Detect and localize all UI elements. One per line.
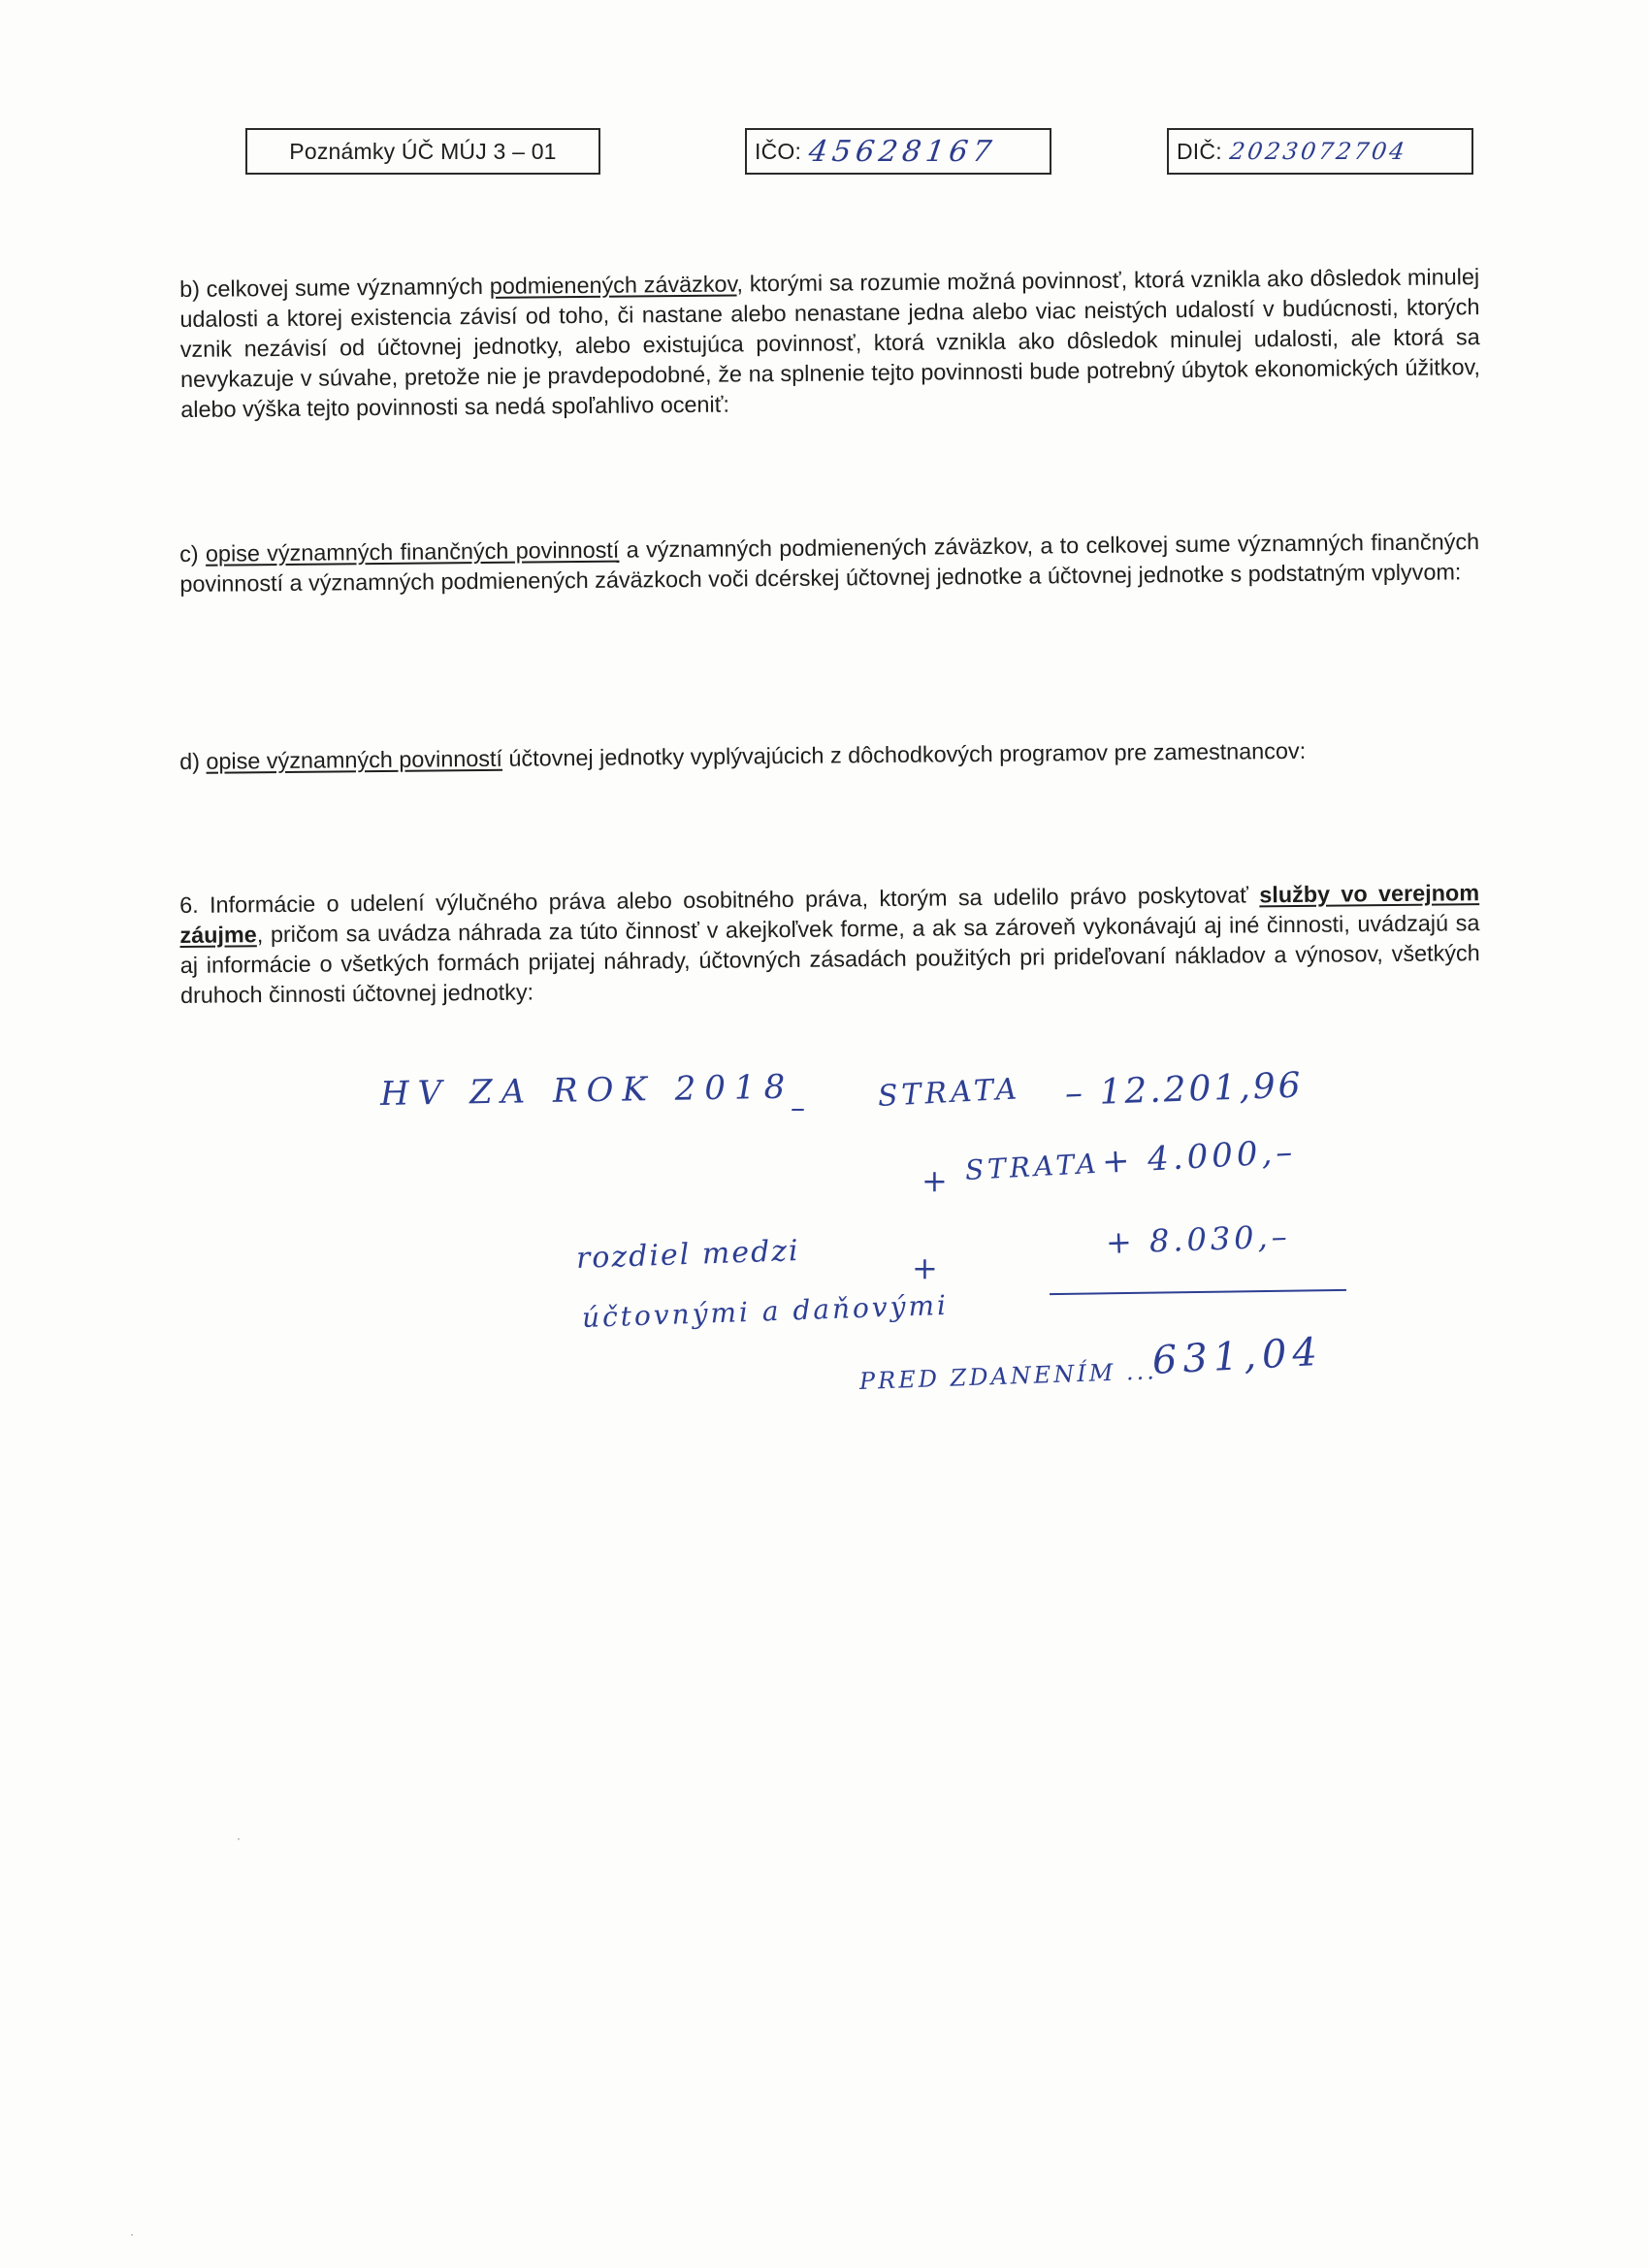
section-6-prefix: 6. Informácie o udelení výlučného práva alebo osobitného práva, ktorým sa udelilo právo poskytovať: [179, 882, 1260, 918]
dic-box: [1167, 128, 1473, 175]
handwritten-line1-label: HV ZA ROK 2018: [379, 1067, 794, 1114]
section-6-paragraph: [179, 878, 1480, 1011]
section-b-underlined: podmienených záväzkov: [489, 271, 737, 299]
section-b-text: , ktorými sa rozumie možná povinnosť, ktorá vznikla ako dôsledok minulej udalosti a ktorej existencia závisí od toho, či nastane alebo nenastane jedna alebo viac neistých udalostí v budúcnosti, ktorých vznik nezávisí od účtovnej jednotky, alebo existujúca povinnosť, ktorá vznikla ako dôsledok minulej udalosti, ale ktorá sa nevykazuje v súvahe, pretože nie je pravdepodobné, že na splnenie tejto povinnosti bude potrebný úbytok ekonomických úžitkov, alebo výška tejto povinnosti sa nedá spoľahlivo oceniť:: [179, 264, 1481, 422]
form-title: Poznámky ÚČ MÚJ 3 – 01: [289, 138, 557, 164]
section-c-underlined: opise významných finančných povinností: [205, 536, 620, 567]
section-b-paragraph: [179, 262, 1480, 425]
handwritten-line3-plus: +: [912, 1249, 938, 1286]
form-title-box: [245, 128, 600, 175]
section-d-prefix: d): [179, 748, 207, 774]
section-c-paragraph: [179, 527, 1480, 599]
scan-speck: ·: [130, 2227, 134, 2241]
handwritten-line3-value: + 8.030,–: [1105, 1217, 1292, 1261]
handwritten-line4-word: účtovnými a daňovými: [581, 1288, 950, 1334]
handwritten-line1-word: STRATA: [877, 1072, 1021, 1114]
ico-label: IČO:: [755, 138, 802, 164]
handwritten-line5-value: 631,04: [1150, 1329, 1324, 1383]
handwritten-line5-word: PRED ZDANENÍM ...: [858, 1357, 1158, 1395]
handwritten-line2-plus: +: [922, 1162, 948, 1199]
handwritten-line1-value: – 12.201,96: [1064, 1065, 1305, 1114]
dic-label: DIČ:: [1177, 138, 1222, 164]
section-d-paragraph: [179, 734, 1479, 777]
section-6-bold-underlined: služby vo verejnom záujme: [179, 880, 1480, 948]
section-d-underlined: opise významných povinností: [206, 745, 503, 774]
section-c-prefix: c): [179, 540, 207, 567]
handwritten-line2-word: STRATA: [964, 1147, 1101, 1186]
ico-box: [745, 128, 1051, 175]
handwritten-line3-word: rozdiel medzi: [575, 1233, 801, 1276]
handwritten-sum-rule: [1050, 1289, 1346, 1295]
handwritten-line1-dash: –: [791, 1091, 805, 1125]
section-d-text: účtovnej jednotky vyplývajúcich z dôchodkových programov pre zamestnancov:: [501, 737, 1307, 771]
ico-value: 45628167: [806, 134, 999, 169]
section-6-text: , pričom sa uvádza náhrada za túto činnosť v akejkoľvek forme, a ak sa zároveň vykonávajú aj iné činnosti, uvádzajú sa aj informácie o všetkých formách prijatej náhrady, účtovných zásadách použitých pri prideľovaní nákladov a výnosov, všetkých druhoch činnosti účtovnej jednotky:: [179, 910, 1480, 1008]
section-c-text: a významných podmienených záväzkov, a to celkovej sume významných finančných povinností a významných podmienených záväzkoch voči dcérskej účtovnej jednotke a účtovnej jednotke s podstatným vplyvom:: [179, 529, 1480, 597]
section-b-prefix: b) celkovej sume významných: [179, 273, 490, 302]
dic-value: 2023072704: [1227, 138, 1409, 165]
handwritten-line2-value: + 4.000,–: [1100, 1132, 1298, 1182]
scan-speck: ·: [237, 1831, 241, 1845]
